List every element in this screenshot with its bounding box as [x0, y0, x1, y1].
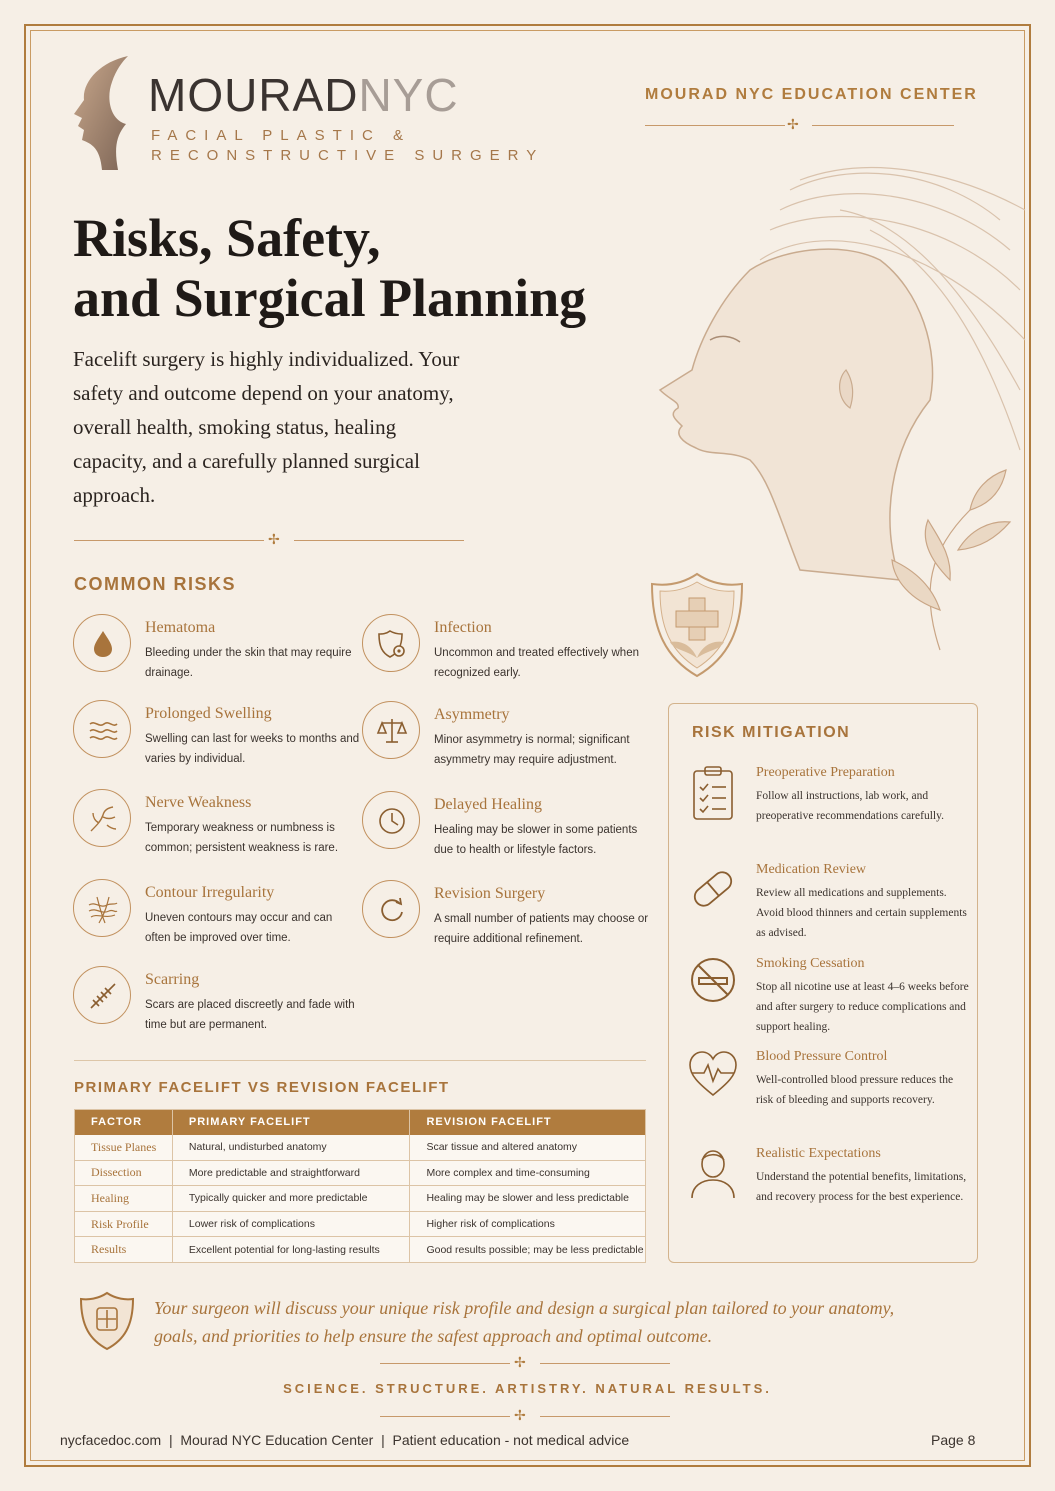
contour-icon [87, 893, 119, 925]
table-cell: Good results possible; may be less predictable [410, 1237, 646, 1263]
person-icon [688, 1146, 738, 1202]
brand-subtitle [151, 126, 544, 166]
shield-gear-icon [376, 628, 408, 660]
table-cell: Lower risk of complications [172, 1211, 410, 1237]
risk-title: Asymmetry [434, 706, 510, 723]
risk-title: Nerve Weakness [145, 794, 252, 811]
table-row [75, 1211, 646, 1237]
section-divider [74, 1060, 646, 1061]
header-divider-right [812, 125, 954, 126]
mitigation-title: Medication Review [756, 862, 867, 877]
comparison-heading: PRIMARY FACELIFT VS REVISION FACELIFT [74, 1079, 450, 1096]
table-cell: Tissue Planes [75, 1135, 173, 1161]
risk-title: Infection [434, 619, 492, 636]
risk-desc: Scars are placed discreetly and fade with time but are permanent. [145, 999, 355, 1031]
column-header: REVISION FACELIFT [410, 1110, 646, 1135]
intro-divider-left [74, 540, 264, 541]
brand-subtitle-line2: RECONSTRUCTIVE SURGERY [151, 147, 545, 164]
mitigation-desc: Stop all nicotine use at least 4–6 weeks before and after surgery to reduce complications and support healing. [756, 981, 969, 1033]
surgeon-shield-icon [78, 1290, 136, 1352]
risk-desc: Healing may be slower in some patients due to health or lifestyle factors. [434, 824, 638, 856]
mitigation-desc: Follow all instructions, lab work, and preoperative recommendations carefully. [756, 790, 944, 822]
risk-title: Delayed Healing [434, 796, 542, 813]
tagline: SCIENCE. STRUCTURE. ARTISTRY. NATURAL RESULTS. [283, 1381, 772, 1396]
risk-desc: Temporary weakness or numbness is common; persistent weakness is rare. [145, 822, 339, 854]
clock-icon [376, 805, 408, 837]
title-line2: and Surgical Planning [73, 268, 587, 328]
brand-accent: NYC [358, 69, 459, 121]
table-cell: Healing [75, 1186, 173, 1212]
mitigation-heading: RISK MITIGATION [692, 724, 851, 741]
surgeon-quote: Your surgeon will discuss your unique risk profile and design a surgical plan tailored to your anatomy, goals, and priorities to help ensure the safest approach and optimal outcome. [154, 1298, 895, 1346]
stitches-icon [87, 980, 119, 1012]
table-header-row [75, 1110, 646, 1135]
page-number: Page 8 [931, 1432, 976, 1448]
table-row [75, 1135, 646, 1161]
heartbeat-icon [688, 1049, 738, 1105]
brand-subtitle-line1: FACIAL PLASTIC & [151, 127, 411, 144]
table-cell: Dissection [75, 1160, 173, 1186]
common-risks-heading: COMMON RISKS [74, 574, 236, 594]
table-cell: More complex and time-consuming [410, 1160, 646, 1186]
tagline-divider-left [380, 1416, 510, 1417]
table-cell: Natural, undisturbed anatomy [172, 1135, 410, 1161]
droplet-icon [87, 628, 119, 660]
refresh-icon [376, 894, 408, 926]
column-header: FACTOR [75, 1110, 173, 1135]
risk-title: Revision Surgery [434, 885, 546, 902]
logo-face-icon [70, 52, 140, 174]
table-row [75, 1186, 646, 1212]
risk-title: Contour Irregularity [145, 884, 275, 901]
mitigation-desc: Understand the potential benefits, limitations, and recovery process for the best experience. [756, 1171, 967, 1203]
medical-shield-icon [648, 570, 746, 680]
brand-main: MOURAD [148, 69, 359, 121]
table-cell: More predictable and straightforward [172, 1160, 410, 1186]
mitigation-title: Smoking Cessation [756, 956, 865, 971]
tagline-divider-right [540, 1416, 670, 1417]
clipboard-icon [688, 765, 738, 821]
risk-title: Prolonged Swelling [145, 705, 272, 722]
table-cell: Scar tissue and altered anatomy [410, 1135, 646, 1161]
quote-divider-left [380, 1363, 510, 1364]
intro-divider-right [294, 540, 464, 541]
risk-desc: Uneven contours may occur and can often be improved over time. [145, 912, 333, 944]
mitigation-desc: Review all medications and supplements. Avoid blood thinners and certain supplements as advised. [756, 887, 967, 939]
ornament-icon: ✢ [514, 1407, 526, 1423]
mitigation-title: Blood Pressure Control [756, 1049, 888, 1064]
table-cell: Excellent potential for long-lasting results [172, 1237, 410, 1263]
risk-desc: Swelling can last for weeks to months and varies by individual. [145, 733, 360, 765]
header-divider-left [645, 125, 785, 126]
intro-paragraph: Facelift surgery is highly individualized. Your safety and outcome depend on your anatomy, overall health, smoking status, healing capacity, and a carefully planned surgical approach. [73, 347, 460, 507]
quote-divider-right [540, 1363, 670, 1364]
table-cell: Healing may be slower and less predictable [410, 1186, 646, 1212]
risk-desc: Bleeding under the skin that may require drainage. [145, 647, 352, 679]
scale-icon [376, 715, 408, 747]
mitigation-desc: Well-controlled blood pressure reduces the risk of bleeding and supports recovery. [756, 1074, 954, 1106]
ornament-icon: ✢ [268, 531, 280, 547]
nerve-icon [87, 803, 119, 835]
pill-icon [688, 862, 738, 918]
mitigation-title: Realistic Expectations [756, 1146, 881, 1161]
footer-text: nycfacedoc.com | Mourad NYC Education Center | Patient education - not medical advice [60, 1432, 630, 1448]
brand-name [148, 70, 459, 120]
risk-desc: A small number of patients may choose or require additional refinement. [434, 913, 649, 945]
waves-icon [87, 714, 119, 746]
table-cell: Typically quicker and more predictable [172, 1186, 410, 1212]
table-row [75, 1160, 646, 1186]
table-cell: Risk Profile [75, 1211, 173, 1237]
mitigation-title: Preoperative Preparation [756, 765, 895, 780]
risk-title: Scarring [145, 971, 200, 988]
table-row [75, 1237, 646, 1263]
column-header: PRIMARY FACELIFT [172, 1110, 410, 1135]
risk-desc: Minor asymmetry is normal; significant asymmetry may require adjustment. [434, 734, 630, 766]
ornament-icon: ✢ [787, 116, 799, 132]
risk-title: Hematoma [145, 619, 216, 636]
no-smoking-icon [688, 956, 738, 1012]
title-line1: Risks, Safety, [73, 208, 381, 268]
comparison-table [74, 1109, 646, 1263]
page-title [73, 208, 586, 328]
edu-center-heading: MOURAD NYC EDUCATION CENTER [645, 86, 978, 103]
risk-desc: Uncommon and treated effectively when recognized early. [434, 647, 639, 679]
table-cell: Higher risk of complications [410, 1211, 646, 1237]
ornament-icon: ✢ [514, 1354, 526, 1370]
table-cell: Results [75, 1237, 173, 1263]
